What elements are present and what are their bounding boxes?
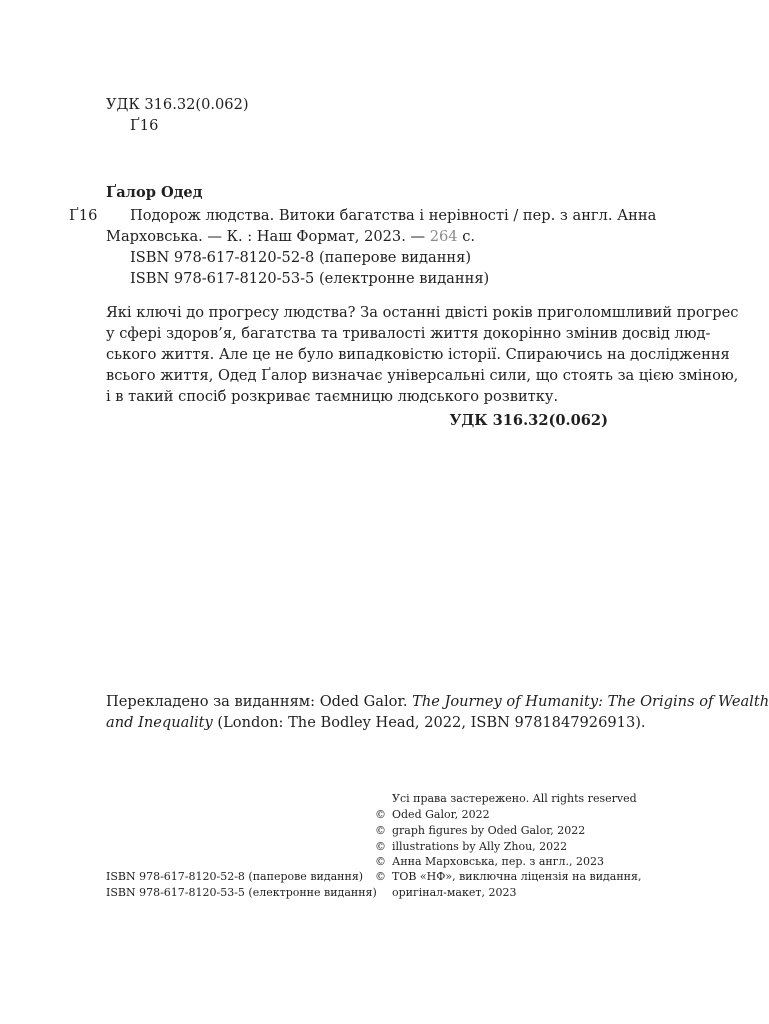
udc-bottom: УДК 316.32(0.062) — [449, 412, 608, 429]
page-count: 264 — [429, 228, 458, 245]
copyright-text: graph figures by Oded Galor, 2022 — [392, 824, 586, 837]
book-title-line2 — [106, 226, 475, 247]
copyright-symbol: © — [375, 824, 386, 837]
copyright-text: Oded Galor, 2022 — [392, 808, 490, 821]
original-title-part2: and Inequality — [106, 714, 213, 731]
copyright-symbol: © — [375, 855, 386, 868]
footer-isbn-ebook: ISBN 978-617-8120-53-5 (електронне видання) — [106, 886, 377, 899]
translation-note — [106, 691, 769, 733]
copyright-symbol: © — [375, 808, 386, 821]
isbn-ebook: ISBN 978-617-8120-53-5 (електронне видання) — [130, 270, 490, 287]
rights-reserved: Усі права застережено. All rights reserved — [392, 792, 637, 805]
udc-top: УДК 316.32(0.062) — [106, 96, 249, 113]
copyright-text: Анна Марховська, пер. з англ., 2023 — [392, 855, 605, 868]
book-title-line1: Подорож людства. Витоки багатства і нерівності / пер. з англ. Анна — [130, 207, 657, 224]
copyright-text: ТОВ «НФ», виключна ліцензія на видання, — [392, 870, 642, 883]
index-left: Ґ16 — [69, 207, 98, 224]
annotation-line: ського життя. Але це не було випадковістю історії. Спираючись на дослідження — [106, 346, 730, 363]
page-suffix: с. — [462, 228, 476, 245]
annotation — [106, 302, 739, 407]
index-top: Ґ16 — [130, 117, 159, 134]
annotation-line: у сфері здоров’я, багатства та тривалості життя докорінно змінив досвід люд- — [106, 325, 711, 342]
annotation-line: Які ключі до прогресу людства? За останні двісті років приголомшливий прогрес — [106, 304, 739, 321]
footer-isbn-paper: ISBN 978-617-8120-52-8 (паперове видання) — [106, 870, 364, 883]
author-name: Ґалор Одед — [106, 184, 203, 201]
copyright-continuation: оригінал-макет, 2023 — [392, 886, 517, 899]
translation-line1 — [106, 691, 769, 712]
isbn-paper: ISBN 978-617-8120-52-8 (паперове видання) — [130, 249, 472, 266]
copyright-symbol: © — [375, 870, 386, 883]
copyright-text: illustrations by Ally Zhou, 2022 — [392, 840, 568, 853]
annotation-line: всього життя, Одед Ґалор визначає універсальні сили, що стоять за цією зміною, — [106, 367, 739, 384]
original-title-part1: The Journey of Humanity: The Origins of Wealth — [412, 693, 769, 710]
imprint-text: Марховська. — К. : Наш Формат, 2023. — — [106, 228, 426, 245]
copyright-symbol: © — [375, 840, 386, 853]
annotation-line: і в такий спосіб розкриває таємницю людського розвитку. — [106, 388, 559, 405]
translation-prefix: Перекладено за виданням: Oded Galor. — [106, 693, 408, 710]
translation-suffix: (London: The Bodley Head, 2022, ISBN 9781847926913). — [217, 714, 646, 731]
translation-line2 — [106, 712, 646, 733]
